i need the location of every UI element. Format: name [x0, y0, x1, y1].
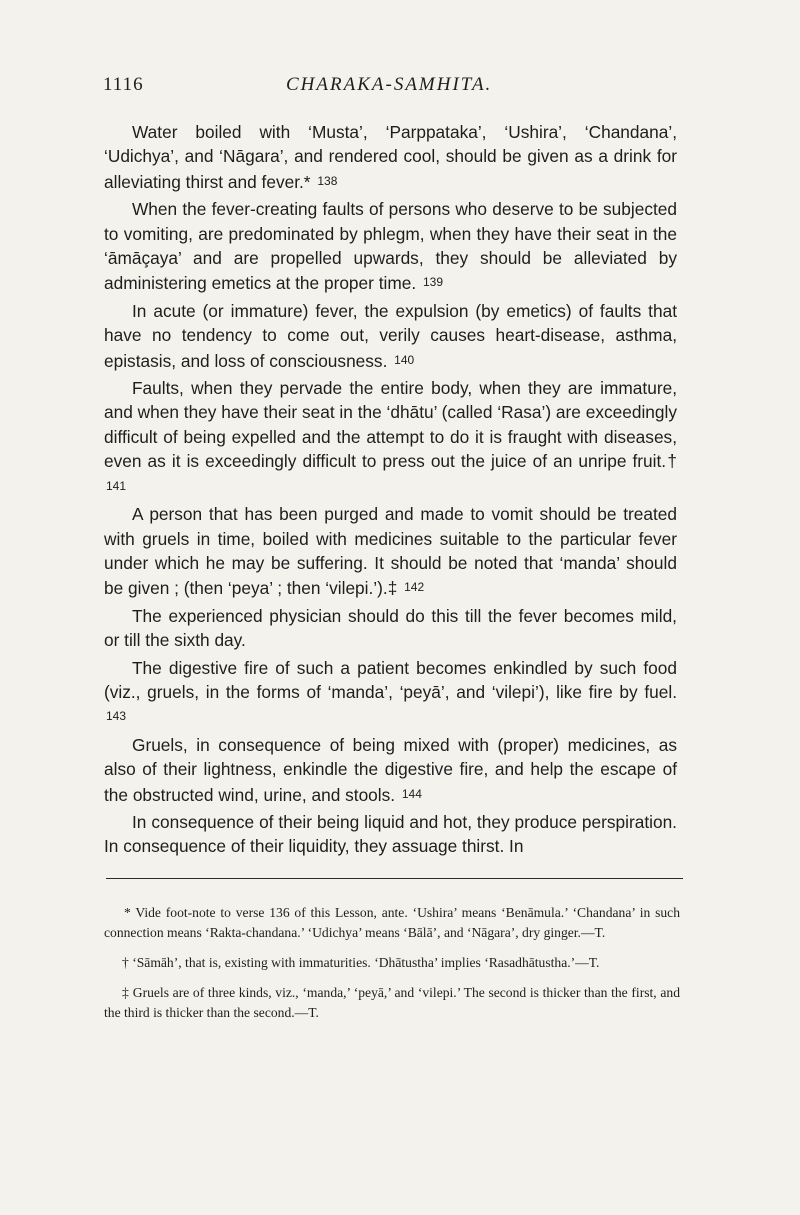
paragraph-text: In consequence of their being liquid and hot, they produce perspiration. In consequence of their liquidity, they assuage thirst. In — [104, 811, 677, 857]
paragraph — [104, 299, 677, 373]
page-header — [103, 74, 677, 100]
verse-number: 144 — [401, 786, 422, 801]
paragraph-text: Gruels, in consequence of being mixed with (proper) medicines, as also of their lightness, enkindle the digestive fire, and help the escape of the obstructed wind, urine, and stools. — [104, 734, 677, 805]
footnote: ‡ Gruels are of three kinds, viz., ‘manda,’ ‘peyā,’ and ‘vilepi.’ The second is thicker than the first, and the third is thicker than the second.—T. — [104, 985, 680, 1020]
paragraph — [104, 656, 677, 730]
paragraph — [104, 197, 677, 296]
verse-number: 140 — [394, 352, 415, 367]
footnote-divider — [106, 878, 683, 879]
paragraph — [104, 810, 677, 859]
paragraph-text: Faults, when they pervade the entire body, when they are immature, and when they have their seat in the ‘dhātu’ (called ‘Rasa’) are exceedingly difficult of being expelled and the attempt to do it is fraught with diseases, even as it is exceedingly difficult to press out the juice of an unripe fruit.† — [104, 378, 677, 472]
paragraph-text: The experienced physician should do this till the fever becomes mild, or till the sixth day. — [104, 605, 677, 651]
page-number: 1116 — [103, 74, 144, 95]
paragraph — [104, 502, 677, 601]
verse-number: 138 — [317, 173, 338, 188]
verse-number: 141 — [106, 478, 127, 493]
footnote: * Vide foot-note to verse 136 of this Lesson, ante. ‘Ushira’ means ‘Benāmula.’ ‘Chandana’ in such connection means ‘Rakta-chandana.’ ‘Udichya’ means ‘Bālā’, and ‘Nāgara’, dry ginger.—T. — [104, 905, 680, 940]
verse-number: 139 — [422, 275, 443, 290]
footnotes — [104, 903, 680, 1033]
paragraph-text: A person that has been purged and made to vomit should be treated with gruels in time, boiled with medicines suitable to the particular fever under which he may be suffering. It should be noted that ‘manda’ should be given ; (then ‘peya’ ; then ‘vilepi.’).‡ — [104, 504, 677, 599]
paragraph — [104, 120, 677, 194]
paragraph — [104, 733, 677, 807]
footnote: † ‘Sāmāh’, that is, existing with immaturities. ‘Dhātustha’ implies ‘Rasadhātustha.’—T. — [122, 955, 600, 970]
main-text — [104, 120, 677, 862]
running-title: CHARAKA-SAMHITA. — [286, 74, 493, 95]
paragraph-text: When the fever-creating faults of persons who deserve to be subjected to vomiting, are predominated by phlegm, when they have their seat in the ‘āmāçaya’ and are propelled upwards, they should be alleviated by administering emetics at the proper time. — [104, 199, 677, 294]
paragraph — [104, 604, 677, 653]
paragraph — [104, 376, 677, 499]
verse-number: 143 — [106, 709, 127, 724]
paragraph-text: Water boiled with ‘Musta’, ‘Parppataka’, ‘Ushira’, ‘Chandana’, ‘Udichya’, and ‘Nāgara’, and rendered cool, should be given as a drink for alleviating thirst and fever.* — [104, 122, 677, 192]
paragraph-text: In acute (or immature) fever, the expulsion (by emetics) of faults that have no tendency to come out, verily causes heart-disease, asthma, epistasis, and loss of consciousness. — [104, 300, 677, 371]
verse-number: 142 — [404, 580, 425, 595]
paragraph-text: The digestive fire of such a patient becomes enkindled by such food (viz., gruels, in the forms of ‘manda’, ‘peyā’, and ‘vilepi’), like fire by fuel. — [104, 657, 677, 702]
